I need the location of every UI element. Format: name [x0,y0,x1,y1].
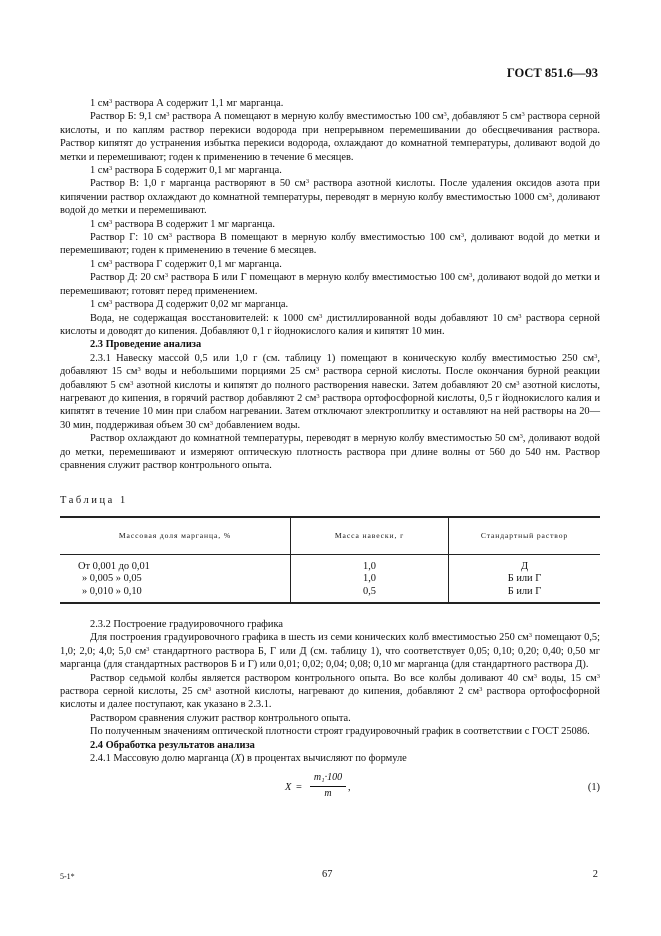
section-heading: 2.3 Проведение анализа [90,339,202,351]
solutions-paragraphs [60,97,600,338]
formula-lhs: X [285,782,292,794]
paragraph: Раствор Д: 20 $см^3$ раствора Б или Г помещают в мерную колбу вместимостью 100 $см^3$, доливают водой до метки и перемешивают; готовят перед применением. [60,272,600,297]
formula-numerator: m₁·100 [310,771,346,786]
section-2-3-paragraphs [60,352,600,473]
formula-number: (1) [587,782,600,794]
formula-intro: 2.4.1 Массовую долю марганца (X) в процентах вычисляют по формуле [90,753,407,765]
paragraph: По полученным значениям оптической плотности строят градуировочный график в соответствии с ГОСТ 25086. [90,726,590,738]
table-row [60,554,600,603]
paragraph: 1 $см^3$ раствора Г содержит 0,1 мг марганца. [90,258,282,270]
paragraph: Раствор охлаждают до комнатной температуры, переводят в мерную колбу вместимостью 50 $см^3$, доливают водой до метки, перемешивают и измеряют оптическую плотность раствора при длине волны от 560 до 540 нм. Раствор сравнения служит раствор контрольного опыта. [60,433,600,471]
subsection-heading: 2.3.2 Построение градуировочного графика [90,619,283,630]
table-header-cell: Массовая доля марганца, % [60,517,291,555]
paragraph: 1 $см^3$ раствора Б содержит 0,1 мг марганца. [90,165,282,177]
page-number: 67 [322,869,333,880]
formula-fraction [310,771,346,800]
formula-denominator: m [324,787,332,799]
formula-equals: = [296,782,302,794]
paragraph: Раствором сравнения служит раствор контрольного опыта. [90,712,351,724]
section-heading: 2.4 Обработка результатов анализа [90,739,255,751]
table-header-cell: Масса навески, г [291,517,449,555]
table-title: Таблица 1 [60,495,128,507]
paragraph: Вода, не содержащая восстановителей: к 1000 $см^3$ дистиллированной воды добавляют 10 $см^3$ раствора серной кислоты и доводят до кипения. Добавляют 0,1 г йоднокислого калия и кипятят 10 мин. [60,312,600,337]
page-header: ГОСТ 851.6—93 [506,66,598,80]
paragraph: Раствор Б: 9,1 $см^3$ раствора А помещают в мерную колбу вместимостью 100 $см^3$, добавляют 5 $см^3$ раствора серной кислоты, и по каплям раствор перекиси водорода при непрерывном перемешивании до обесцвечивания раствора. Раствор кипятят до устранения избытка перекиси водорода, охлаждают до комнатной температуры, доливают водой до метки и перемешивают; годен к применению в течение 6 месяцев. [60,111,601,163]
table-1 [60,516,600,604]
paragraph: Для построения градуировочного графика в шесть из семи конических колб вместимостью 250 $см^3$ помещают 0,5; 1,0; 2,0; 4,0; 5,0 $см^3$ стандартного раствора Б, Г или Д (см. таблицу 1), что соответствует 0,05; 0,10; 0,20; 0,40; 0,50 мг марганца (для стандартных растворов Б и Г) или 0,01; 0,02; 0,04; 0,08; 0,10 мг марганца (для стандартного раствора Д). [60,632,600,671]
paragraph: 2.3.1 Навеску массой 0,5 или 1,0 г (см. таблицу 1) помещают в коническую колбу вместимостью 250 $см^3$, добавляют 15 $см^3$ воды и небольшими порциями 25 $см^3$ раствора серной кислоты. После окончания бурной реакции добавляют 5 $см^3$ азотной кислоты и кипятят до полного растворения навески. Затем добавляют 20 $см^3$ азотной кислоты, нагревают до кипения, в горячий раствор добавляют 2 $см^3$ раствора ортофосфорной кислоты, 0,5 г йоднокислого калия и кипятят в течение 10 мин при слабом нагревании. Затем отключают электроплитку и оставляют на ней растворы на 20—30 мин, поддерживая объем 30 $см^3$ добавлением воды. [60,352,600,431]
footer-right: 2 [592,869,598,880]
paragraph: Раствор Г: 10 $см^3$ раствора В помещают в мерную колбу вместимостью 100 $см^3$, доливают водой до метки и перемешивают; годен к применению в течение 6 месяцев. [60,232,600,257]
table-cell-standard: Д Б или Г Б или Г [449,554,601,603]
paragraph: 1 $см^3$ раствора В содержит 1 мг марганца. [90,218,275,230]
formula [60,771,600,805]
section-2-3-2-paragraphs [60,631,600,738]
paragraph: Раствор седьмой колбы является раствором контрольного опыта. Во все колбы доливают 40 $см^3$ воды, 15 $см^3$ раствора серной кислоты, 25 $см^3$ азотной кислоты, нагревают до кипения, добавляют 2 $см^3$ раствора ортофосфорной кислоты и далее поступают, как указано в 2.3.1. [60,672,601,711]
paragraph: 1 $см^3$ раствора А содержит 1,1 мг марганца. [90,98,284,109]
table-cell-fraction: От 0,001 до 0,01 » 0,005 » 0,05 » 0,010 » 0,10 [60,554,291,603]
formula-comma: , [348,782,351,794]
table-header-cell: Стандартный раствор [449,517,601,555]
footer-left: 5-1* [60,872,75,881]
paragraph: 1 $см^3$ раствора Д содержит 0,02 мг марганца. [90,299,289,311]
paragraph: Раствор В: 1,0 г марганца растворяют в 50 $см^3$ раствора азотной кислоты. После удаления оксидов азота при кипячении раствор охлаждают до комнатной температуры, переводят в мерную колбу вместимостью 1000 $см^3$, доливают водой до метки и перемешивают. [60,178,600,217]
table-cell-mass: 1,0 1,0 0,5 [291,554,449,603]
document-body [60,97,600,805]
